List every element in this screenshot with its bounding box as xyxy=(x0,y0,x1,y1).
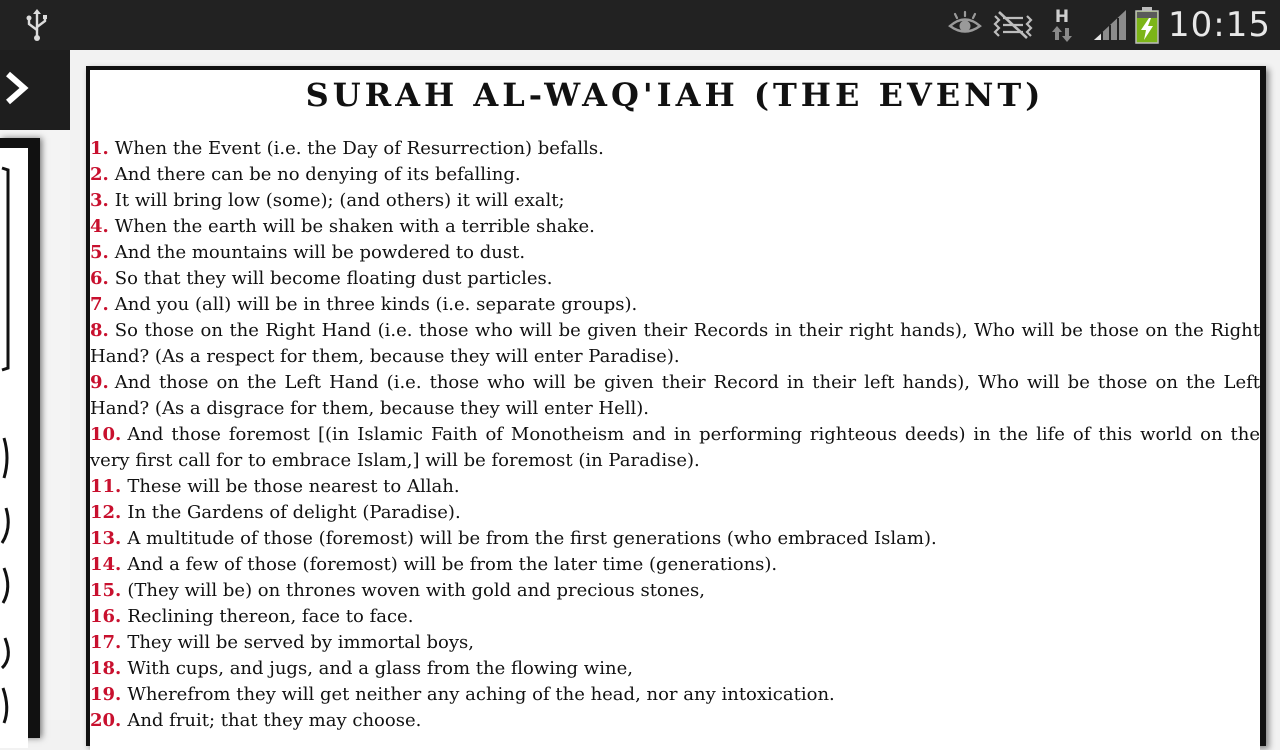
verse-number: 9. xyxy=(90,372,109,393)
page-frame xyxy=(86,66,1266,746)
verse-item xyxy=(90,162,1260,188)
verse-item xyxy=(90,214,1260,240)
verse-text: When the earth will be shaken with a terrible shake. xyxy=(114,216,595,237)
verse-text: So those on the Right Hand (i.e. those who will be given their Records in their right hands), Who will be those on the Right Hand? (As a respect for them, because they will enter Paradise). xyxy=(90,320,1260,367)
chevron-right-icon xyxy=(2,70,30,110)
previous-page-edge[interactable] xyxy=(0,138,40,738)
verse-text: They will be served by immortal boys, xyxy=(127,632,475,653)
verse-number: 19. xyxy=(90,684,122,705)
page-title: SURAH AL-WAQ'IAH (THE EVENT) xyxy=(305,76,1045,114)
verse-number: 15. xyxy=(90,580,122,601)
verse-text: Wherefrom they will get neither any aching of the head, nor any intoxication. xyxy=(127,684,835,705)
verse-number: 4. xyxy=(90,216,109,237)
data-type-label: H xyxy=(1054,7,1070,27)
verse-item xyxy=(90,578,1260,604)
verse-text: Reclining thereon, face to face. xyxy=(127,606,414,627)
verse-text: And those on the Left Hand (i.e. those who will be given their Record in their left hands), Who will be those on the Left Hand? (As a disgrace for them, because they will enter Hell). xyxy=(90,372,1260,419)
previous-page-content xyxy=(0,148,28,748)
verse-text: And those foremost [(in Islamic Faith of Monotheism and in performing righteous deeds) in the life of this world on the very first call for to embrace Islam,] will be foremost (in Paradise). xyxy=(90,424,1260,471)
usb-icon xyxy=(20,0,54,50)
verse-text: (They will be) on thrones woven with gold and precious stones, xyxy=(127,580,705,601)
verse-text: It will bring low (some); (and others) it will exalt; xyxy=(114,190,565,211)
verse-number: 14. xyxy=(90,554,122,575)
verse-item xyxy=(90,188,1260,214)
verse-number: 3. xyxy=(90,190,109,211)
verse-item xyxy=(90,474,1260,500)
verse-item xyxy=(90,604,1260,630)
verse-number: 13. xyxy=(90,528,122,549)
verse-number: 10. xyxy=(90,424,122,445)
verse-item xyxy=(90,552,1260,578)
verse-number: 16. xyxy=(90,606,122,627)
verse-text: These will be those nearest to Allah. xyxy=(127,476,460,497)
verse-number: 5. xyxy=(90,242,109,263)
signal-icon xyxy=(1090,0,1130,50)
verse-item xyxy=(90,292,1260,318)
verse-text: When the Event (i.e. the Day of Resurrection) befalls. xyxy=(114,138,604,159)
verse-text: And a few of those (foremost) will be from the later time (generations). xyxy=(127,554,778,575)
document-page[interactable] xyxy=(90,70,1260,750)
verse-item xyxy=(90,136,1260,162)
verse-text: With cups, and jugs, and a glass from the flowing wine, xyxy=(127,658,633,679)
verse-text: And you (all) will be in three kinds (i.e. separate groups). xyxy=(114,294,638,315)
verse-item xyxy=(90,656,1260,682)
verse-item xyxy=(90,630,1260,656)
verse-number: 18. xyxy=(90,658,122,679)
verse-number: 12. xyxy=(90,502,122,523)
verse-text: And the mountains will be powdered to dust. xyxy=(114,242,526,263)
verse-item xyxy=(90,682,1260,708)
verse-item xyxy=(90,318,1260,370)
verse-item xyxy=(90,266,1260,292)
drawer-toggle-button[interactable] xyxy=(0,50,70,130)
verse-number: 2. xyxy=(90,164,109,185)
status-clock: 10:15 xyxy=(1168,5,1271,45)
verse-item xyxy=(90,422,1260,474)
verse-number: 1. xyxy=(90,138,109,159)
verse-text: So that they will become floating dust particles. xyxy=(114,268,553,289)
verse-text: In the Gardens of delight (Paradise). xyxy=(127,502,461,523)
no-signal-icon xyxy=(990,0,1036,50)
verse-item xyxy=(90,708,1260,734)
verse-text: And fruit; that they may choose. xyxy=(127,710,422,731)
battery-charging-icon xyxy=(1132,0,1162,50)
verse-item xyxy=(90,370,1260,422)
status-bar xyxy=(0,0,1280,50)
verse-number: 7. xyxy=(90,294,109,315)
verse-number: 20. xyxy=(90,710,122,731)
verse-number: 8. xyxy=(90,320,109,341)
verse-number: 6. xyxy=(90,268,109,289)
verse-item xyxy=(90,240,1260,266)
verse-number: 11. xyxy=(90,476,122,497)
verse-list xyxy=(90,136,1260,734)
verse-item xyxy=(90,526,1260,552)
verse-number: 17. xyxy=(90,632,122,653)
verse-text: And there can be no denying of its befalling. xyxy=(114,164,521,185)
verse-text: A multitude of those (foremost) will be from the first generations (who embraced Islam). xyxy=(127,528,937,549)
verse-item xyxy=(90,500,1260,526)
h-data-icon xyxy=(1046,0,1078,50)
eye-icon xyxy=(946,0,984,50)
